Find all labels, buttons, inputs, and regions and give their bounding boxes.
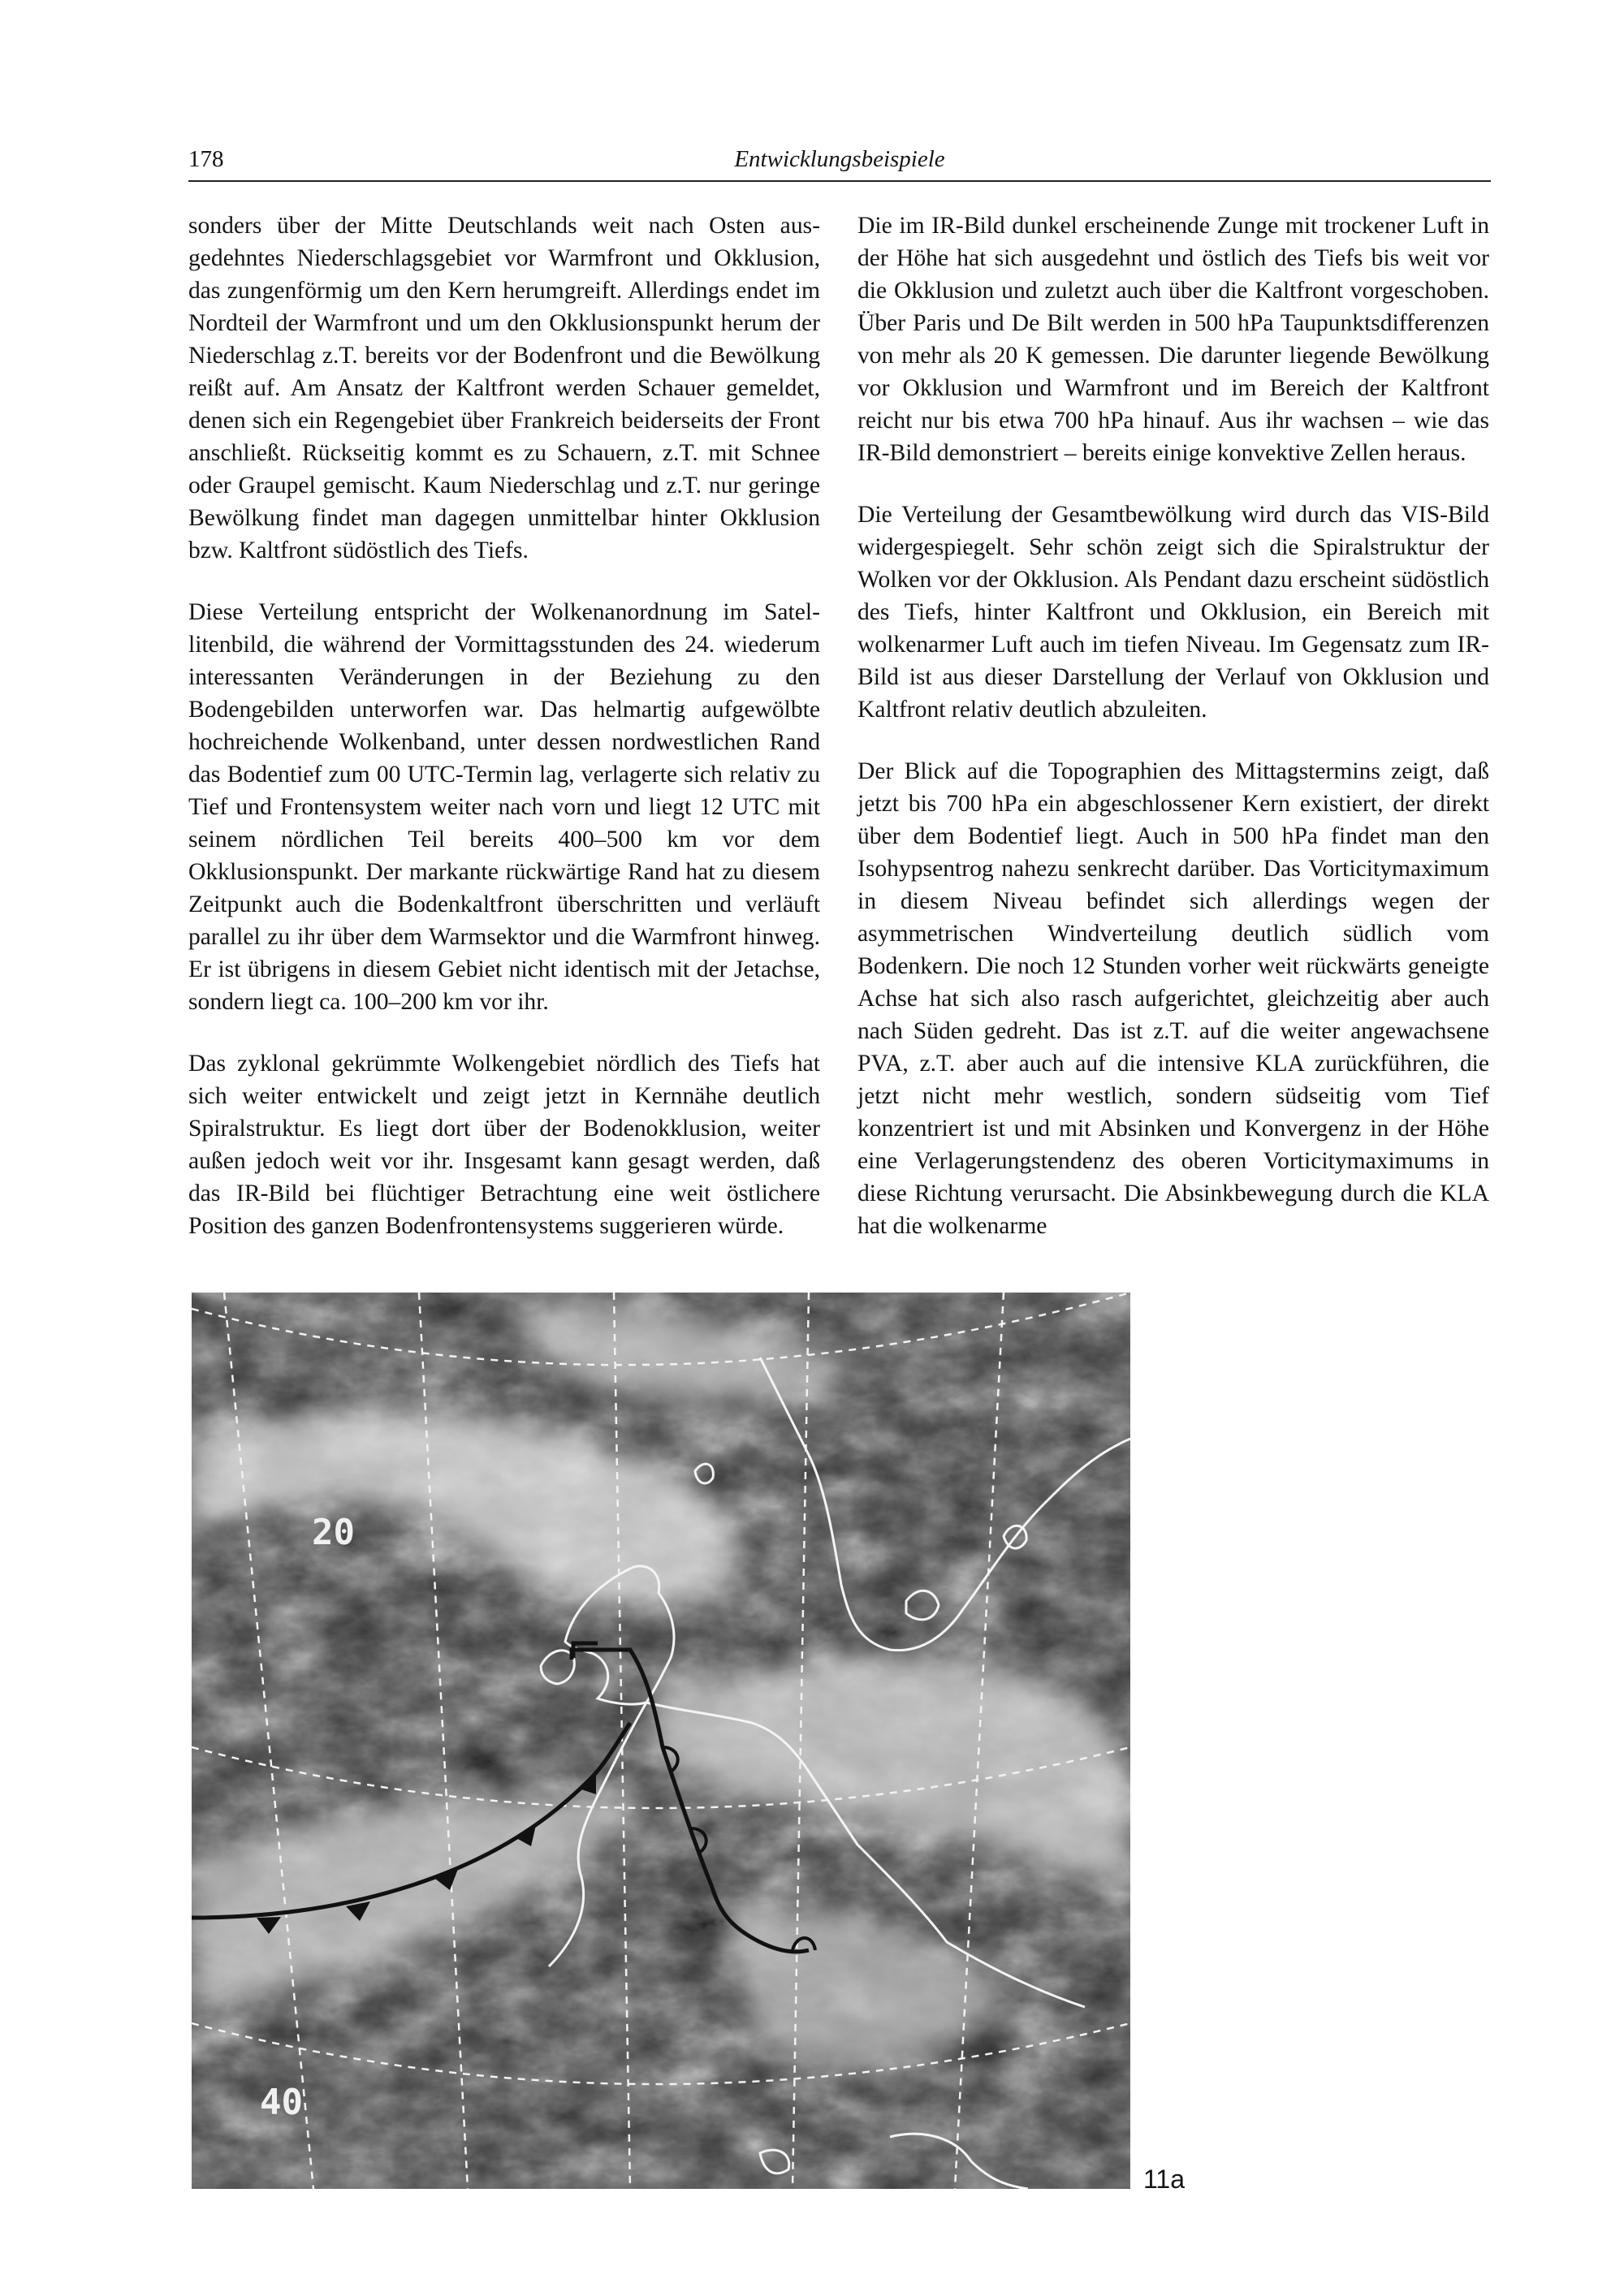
paragraph: Diese Verteilung entspricht der Wolkenanordnung im Satellitenbild, die während der Vormittagsstunden des 24. wiederum interessanten Veränderungen in der Beziehung zu den Bodengebilden unterworfen war. Das helmartig aufgewölbte hochreichende Wolkenband, unter dessen nordwestlichen Rand das Bodentief zum 00 UTC-Termin lag, verlagerte sich relativ zu Tief und Frontensystem weiter nach vorn und liegt 12 UTC mit seinem nördlichen Teil bereits 400–500 km vor dem Okklusionspunkt. Der markante rückwärtige Rand hat zu diesem Zeitpunkt auch die Bodenkaltfront überschritten und verläuft parallel zu ihr über dem Warmsektor und die Warmfront hinweg. Er ist übrigens in diesem Gebiet nicht identisch mit der Jetachse, sondern liegt ca. 100–200 km vor ihr. <box>188 599 820 1015</box>
paragraph: Das zyklonal gekrümmte Wolkengebiet nördlich des Tiefs hat sich weiter entwickelt und zeigt jetzt in Kernnähe deutlich Spiralstruktur. Es liegt dort über der Bodenokklusion, weiter außen jedoch weit vor ihr. Insgesamt kann gesagt werden, daß das IR-Bild bei flüchtiger Betrachtung eine weit östlichere Position des ganzen Bodenfrontensystems suggerieren würde. <box>188 1051 820 1239</box>
figure-label: 11a <box>1143 2165 1186 2194</box>
paragraph: sonders über der Mitte Deutschlands weit nach Osten ausgedehntes Niederschlagsgebiet vor Warmfront und Okklusion, das zungenförmig um den Kern herumgreift. Allerdings endet im Nordteil der Warmfront und um den Okklusionspunkt herum der Niederschlag z.T. bereits vor der Bodenfront und die Bewölkung reißt auf. Am Ansatz der Kaltfront werden Schauer gemeldet, denen sich ein Regengebiet über Frankreich beiderseits der Front anschließt. Rückseitig kommt es zu Schauern, z.T. mit Schnee oder Graupel gemischt. Kaum Niederschlag und z.T. nur geringe Bewölkung findet man dagegen unmittelbar hinter Okklusion bzw. Kaltfront südöstlich des Tiefs. <box>188 213 820 563</box>
latitude-label-40: 40 <box>260 2082 303 2123</box>
running-title: Entwicklungsbeispiele <box>734 146 945 172</box>
paragraph: Die im IR-Bild dunkel erscheinende Zunge mit trockener Luft in der Höhe hat sich ausgedehnt und östlich des Tiefs bis weit vor die Okklusion und zuletzt auch über die Kaltfront vorgeschoben. Über Paris und De Bilt werden in 500 hPa Taupunktsdifferenzen von mehr als 20 K gemessen. Die darunter liegende Bewölkung vor Okklusion und Warmfront und im Bereich der Kaltfront reicht nur bis etwa 700 hPa hinauf. Aus ihr wachsen – wie das IR-Bild demonstriert – bereits einige konvektive Zellen heraus. <box>857 213 1489 466</box>
satellite-image-svg <box>192 1293 1130 2189</box>
page-number: 178 <box>188 146 224 172</box>
latitude-label-20: 20 <box>312 1512 355 1553</box>
paragraph: Die Verteilung der Gesamtbewölkung wird durch das VIS-Bild widergespiegelt. Sehr schön zeigt sich die Spiralstruktur der Wolken vor der Okklusion. Als Pendant dazu erscheint südöstlich des Tiefs, hinter Kaltfront und Okklusion, ein Bereich mit wolkenarmer Luft auch im tiefen Niveau. Im Gegensatz zum IR-Bild ist aus dieser Darstellung der Verlauf von Okklusion und Kaltfront relativ deutlich abzuleiten. <box>857 502 1489 723</box>
right-column <box>857 209 1489 1271</box>
left-column <box>188 209 820 1271</box>
page-header <box>188 146 1491 182</box>
paragraph: Der Blick auf die Topographien des Mittagstermins zeigt, daß jetzt bis 700 hPa ein abgeschlossener Kern existiert, der direkt über dem Bodentief liegt. Auch in 500 hPa findet man den Isohypsentrog nahezu senkrecht darüber. Das Vorticitymaximum in diesem Niveau befindet sich allerdings wegen der asymmetrischen Windverteilung deutlich südlich vom Bodenkern. Die noch 12 Stunden vorher weit rückwärts geneigte Achse hat sich also rasch aufgerichtet, gleichzeitig aber auch nach Süden gedreht. Das ist z.T. auf die weiter angewachsene PVA, z.T. aber auch auf die intensive KLA zurückführen, die jetzt nicht mehr westlich, sondern südseitig vom Tief konzentriert ist und mit Absinken und Konvergenz in der Höhe eine Verlagerungstendenz des oberen Vorticitymaximums in diese Richtung verursacht. Die Absinkbewegung durch die KLA hat die wolkenarme <box>857 758 1489 1239</box>
satellite-image <box>192 1293 1130 2189</box>
